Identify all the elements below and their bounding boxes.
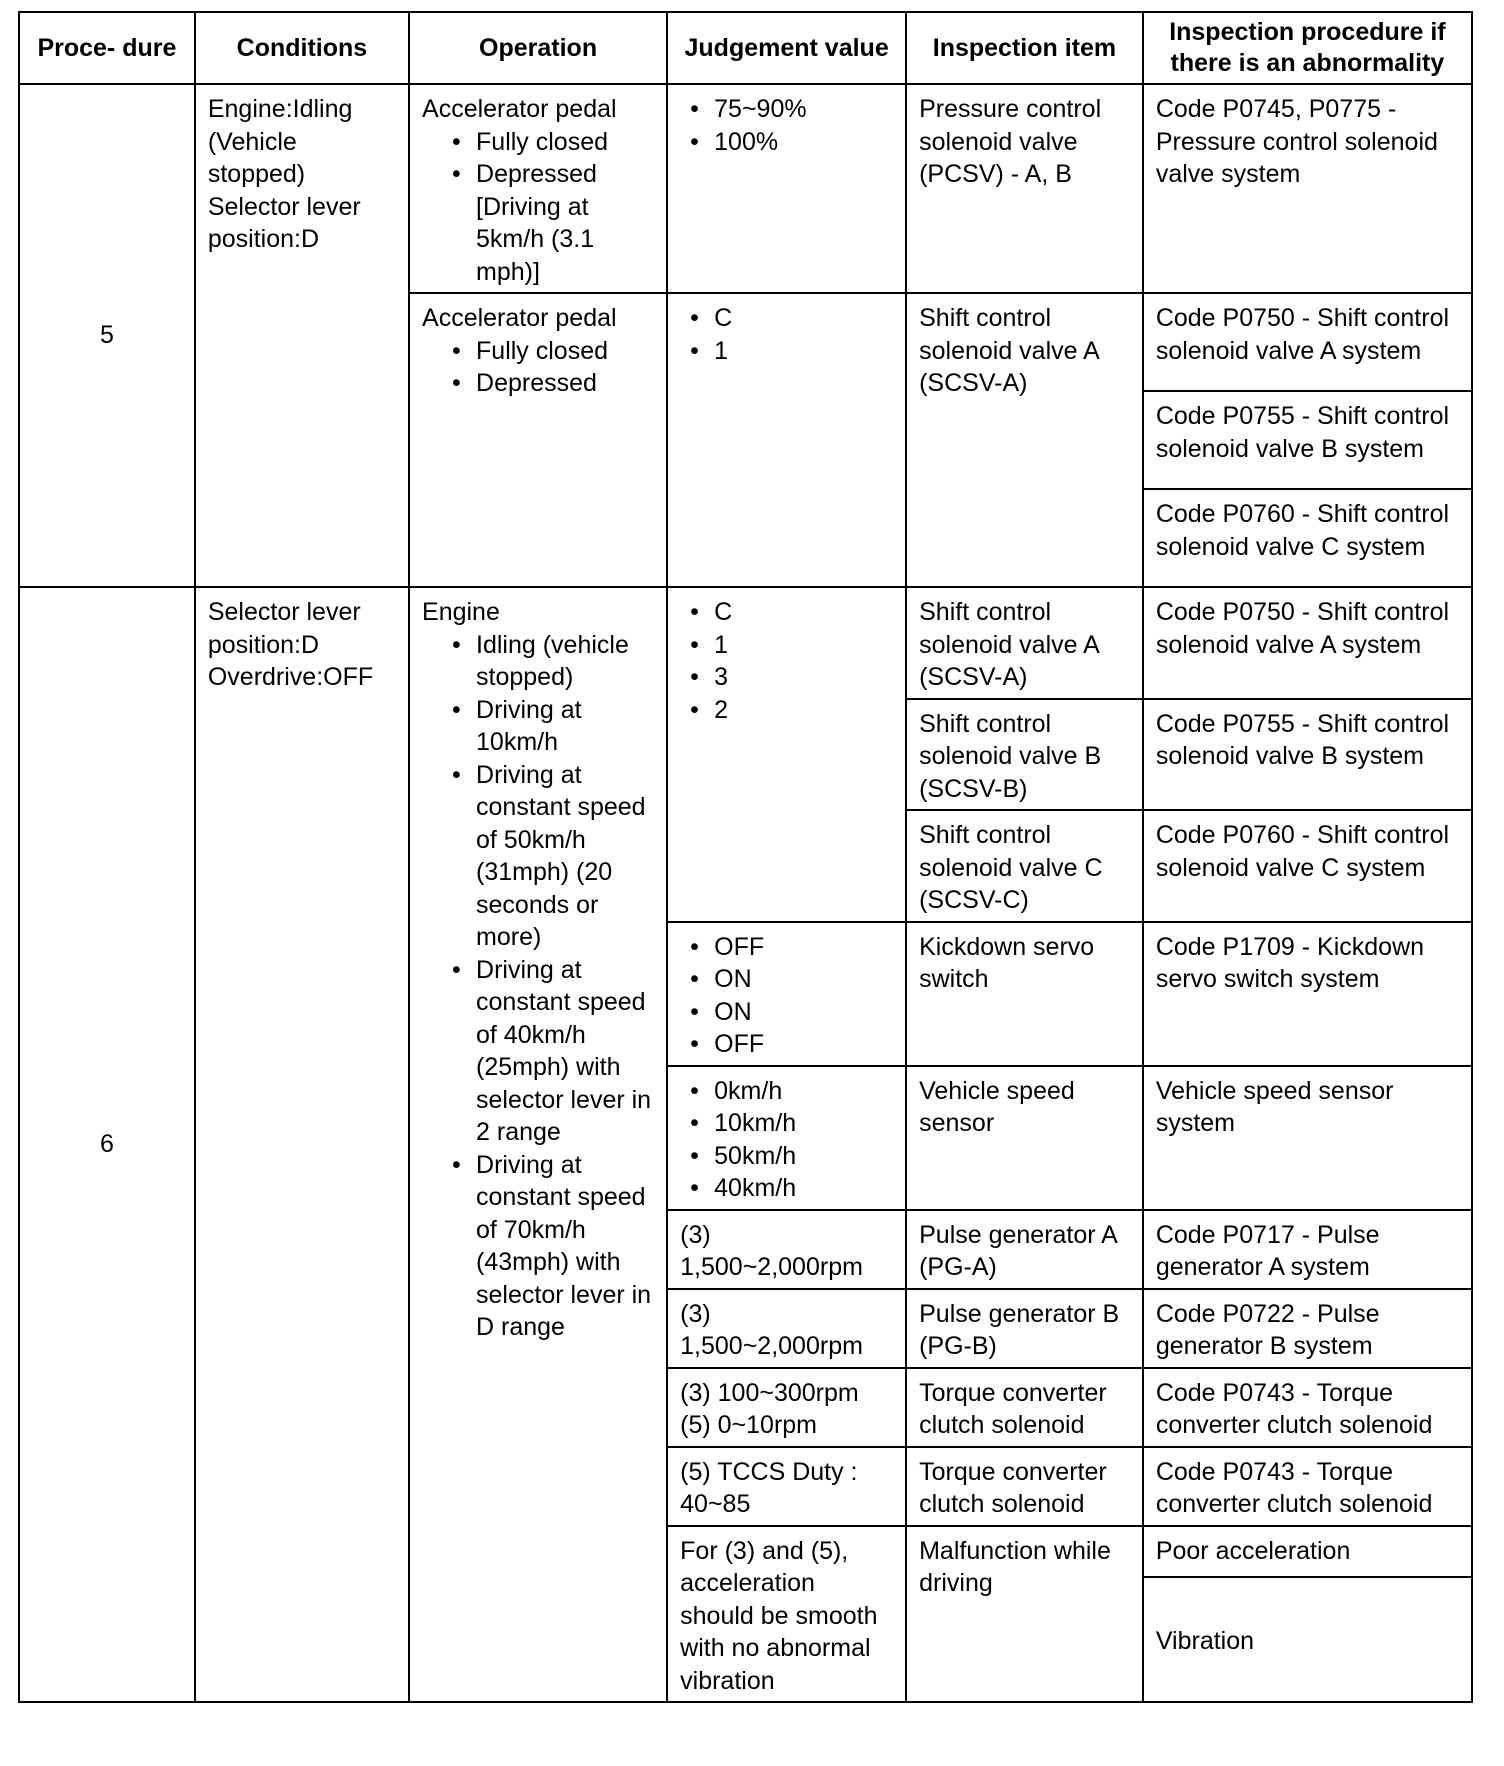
- inspection-item-cell: Shift control solenoid valve B (SCSV-B): [906, 699, 1143, 811]
- judgement-cell: (5) TCCS Duty : 40~85: [667, 1447, 906, 1526]
- procedure-5-number: 5: [19, 84, 195, 587]
- header-inspection-item: Inspection item: [906, 12, 1143, 84]
- list-item: • 0km/h: [680, 1075, 893, 1108]
- abnormality-procedure-cell: Code P0745, P0775 - Pressure control solenoid valve system: [1143, 84, 1472, 293]
- header-conditions: Conditions: [195, 12, 409, 84]
- judgement-cell: [667, 1368, 906, 1447]
- list-item: • Driving at 10km/h: [422, 694, 654, 759]
- condition-text: Engine:Idling: [207, 95, 353, 123]
- header-procedure: Proce- dure: [19, 12, 195, 84]
- list-item: • 50km/h: [680, 1140, 893, 1173]
- judgement-cell: [667, 293, 906, 587]
- operation-list: [422, 126, 654, 289]
- condition-text: Overdrive:OFF: [207, 663, 374, 691]
- list-item: • ON: [680, 963, 893, 996]
- condition-text: (Vehicle stopped): [207, 127, 306, 188]
- procedure-6-conditions: [195, 587, 409, 1702]
- list-item: • OFF: [680, 1028, 893, 1061]
- abnormality-procedure-cell: Code P0760 - Shift control solenoid valve C system: [1143, 810, 1472, 922]
- abnormality-procedure-cell: Vibration: [1143, 1577, 1472, 1702]
- header-row: [19, 12, 1472, 84]
- list-item: • Driving at constant speed of 40km/h (25mph) with selector lever in 2 range: [422, 954, 654, 1149]
- list-item: • OFF: [680, 931, 893, 964]
- table-row: [19, 587, 1472, 699]
- abnormality-procedure-cell: Code P0722 - Pulse generator B system: [1143, 1289, 1472, 1368]
- abnormality-procedure-cell: Code P0755 - Shift control solenoid valve B system: [1143, 391, 1472, 489]
- abnormality-procedure-cell: Code P0750 - Shift control solenoid valve A system: [1143, 293, 1472, 391]
- abnormality-procedure-cell: Code P0743 - Torque converter clutch solenoid: [1143, 1447, 1472, 1526]
- procedure-6-number: 6: [19, 587, 195, 1702]
- operation-title: Engine: [422, 598, 500, 626]
- list-item: • 1: [680, 335, 893, 368]
- header-judgement-value: Judgement value: [667, 12, 906, 84]
- inspection-item-cell: Vehicle speed sensor: [906, 1066, 1143, 1210]
- judgement-cell: [667, 587, 906, 922]
- inspection-table-document: [18, 11, 1473, 1753]
- procedure-5-conditions: [195, 84, 409, 587]
- inspection-item-cell: Torque converter clutch solenoid: [906, 1447, 1143, 1526]
- inspection-item-cell: Pulse generator B (PG-B): [906, 1289, 1143, 1368]
- list-item: • 10km/h: [680, 1107, 893, 1140]
- judgement-list: [680, 931, 893, 1061]
- abnormality-procedure-cell: Code P0717 - Pulse generator A system: [1143, 1210, 1472, 1289]
- inspection-item-cell: Shift control solenoid valve C (SCSV-C): [906, 810, 1143, 922]
- judgement-list: [680, 596, 893, 726]
- inspection-item-cell: Kickdown servo switch: [906, 922, 1143, 1066]
- abnormality-procedure-cell: Vehicle speed sensor system: [1143, 1066, 1472, 1210]
- list-item: • Depressed [Driving at 5km/h (3.1 mph)]: [422, 158, 654, 288]
- condition-text: Selector lever position:D: [207, 598, 361, 659]
- table-row: [19, 84, 1472, 293]
- operation-list: [422, 629, 654, 1344]
- inspection-item-cell: Shift control solenoid valve A (SCSV-A): [906, 587, 1143, 699]
- list-item: • 1: [680, 629, 893, 662]
- judgement-cell: (3) 1,500~2,000rpm: [667, 1289, 906, 1368]
- abnormality-procedure-cell: Code P0750 - Shift control solenoid valve A system: [1143, 587, 1472, 699]
- judgement-list: [680, 93, 893, 158]
- judgement-cell: [667, 84, 906, 293]
- list-item: • 2: [680, 694, 893, 727]
- list-item: • 3: [680, 661, 893, 694]
- abnormality-procedure-cell: Code P1709 - Kickdown servo switch system: [1143, 922, 1472, 1066]
- list-item: • ON: [680, 996, 893, 1029]
- operation-cell: [409, 293, 667, 587]
- operation-cell: [409, 587, 667, 1702]
- judgement-list: [680, 1075, 893, 1205]
- judgement-line: (5) 0~10rpm: [680, 1411, 818, 1439]
- operation-title: Accelerator pedal: [422, 95, 617, 123]
- inspection-item-cell: Shift control solenoid valve A (SCSV-A): [906, 293, 1143, 587]
- list-item: • C: [680, 302, 893, 335]
- condition-text: Selector lever position:D: [207, 192, 361, 253]
- judgement-cell: For (3) and (5), acceleration should be smooth with no abnormal vibration: [667, 1526, 906, 1703]
- judgement-cell: [667, 922, 906, 1066]
- list-item: • 100%: [680, 126, 893, 159]
- operation-cell: [409, 84, 667, 293]
- abnormality-procedure-cell: Code P0760 - Shift control solenoid valve C system: [1143, 489, 1472, 587]
- abnormality-procedure-cell: Code P0743 - Torque converter clutch solenoid: [1143, 1368, 1472, 1447]
- judgement-cell: [667, 1066, 906, 1210]
- list-item: • 40km/h: [680, 1172, 893, 1205]
- inspection-item-cell: Pressure control solenoid valve (PCSV) - A, B: [906, 84, 1143, 293]
- list-item: • 75~90%: [680, 93, 893, 126]
- abnormality-procedure-cell: Poor acceleration: [1143, 1526, 1472, 1578]
- inspection-table: [18, 11, 1473, 1703]
- list-item: • Driving at constant speed of 70km/h (43mph) with selector lever in D range: [422, 1149, 654, 1344]
- operation-list: [422, 335, 654, 400]
- list-item: • Idling (vehicle stopped): [422, 629, 654, 694]
- inspection-item-cell: Torque converter clutch solenoid: [906, 1368, 1143, 1447]
- header-abnormality-procedure: Inspection procedure if there is an abnormality: [1143, 12, 1472, 84]
- judgement-list: [680, 302, 893, 367]
- list-item: • Fully closed: [422, 335, 654, 368]
- list-item: • C: [680, 596, 893, 629]
- header-operation: Operation: [409, 12, 667, 84]
- list-item: • Fully closed: [422, 126, 654, 159]
- operation-title: Accelerator pedal: [422, 304, 617, 332]
- inspection-item-cell: Malfunction while driving: [906, 1526, 1143, 1703]
- judgement-cell: (3) 1,500~2,000rpm: [667, 1210, 906, 1289]
- list-item: • Depressed: [422, 367, 654, 400]
- judgement-line: (3) 100~300rpm: [680, 1378, 859, 1407]
- list-item: • Driving at constant speed of 50km/h (31mph) (20 seconds or more): [422, 759, 654, 954]
- abnormality-procedure-cell: Code P0755 - Shift control solenoid valve B system: [1143, 699, 1472, 811]
- inspection-item-cell: Pulse generator A (PG-A): [906, 1210, 1143, 1289]
